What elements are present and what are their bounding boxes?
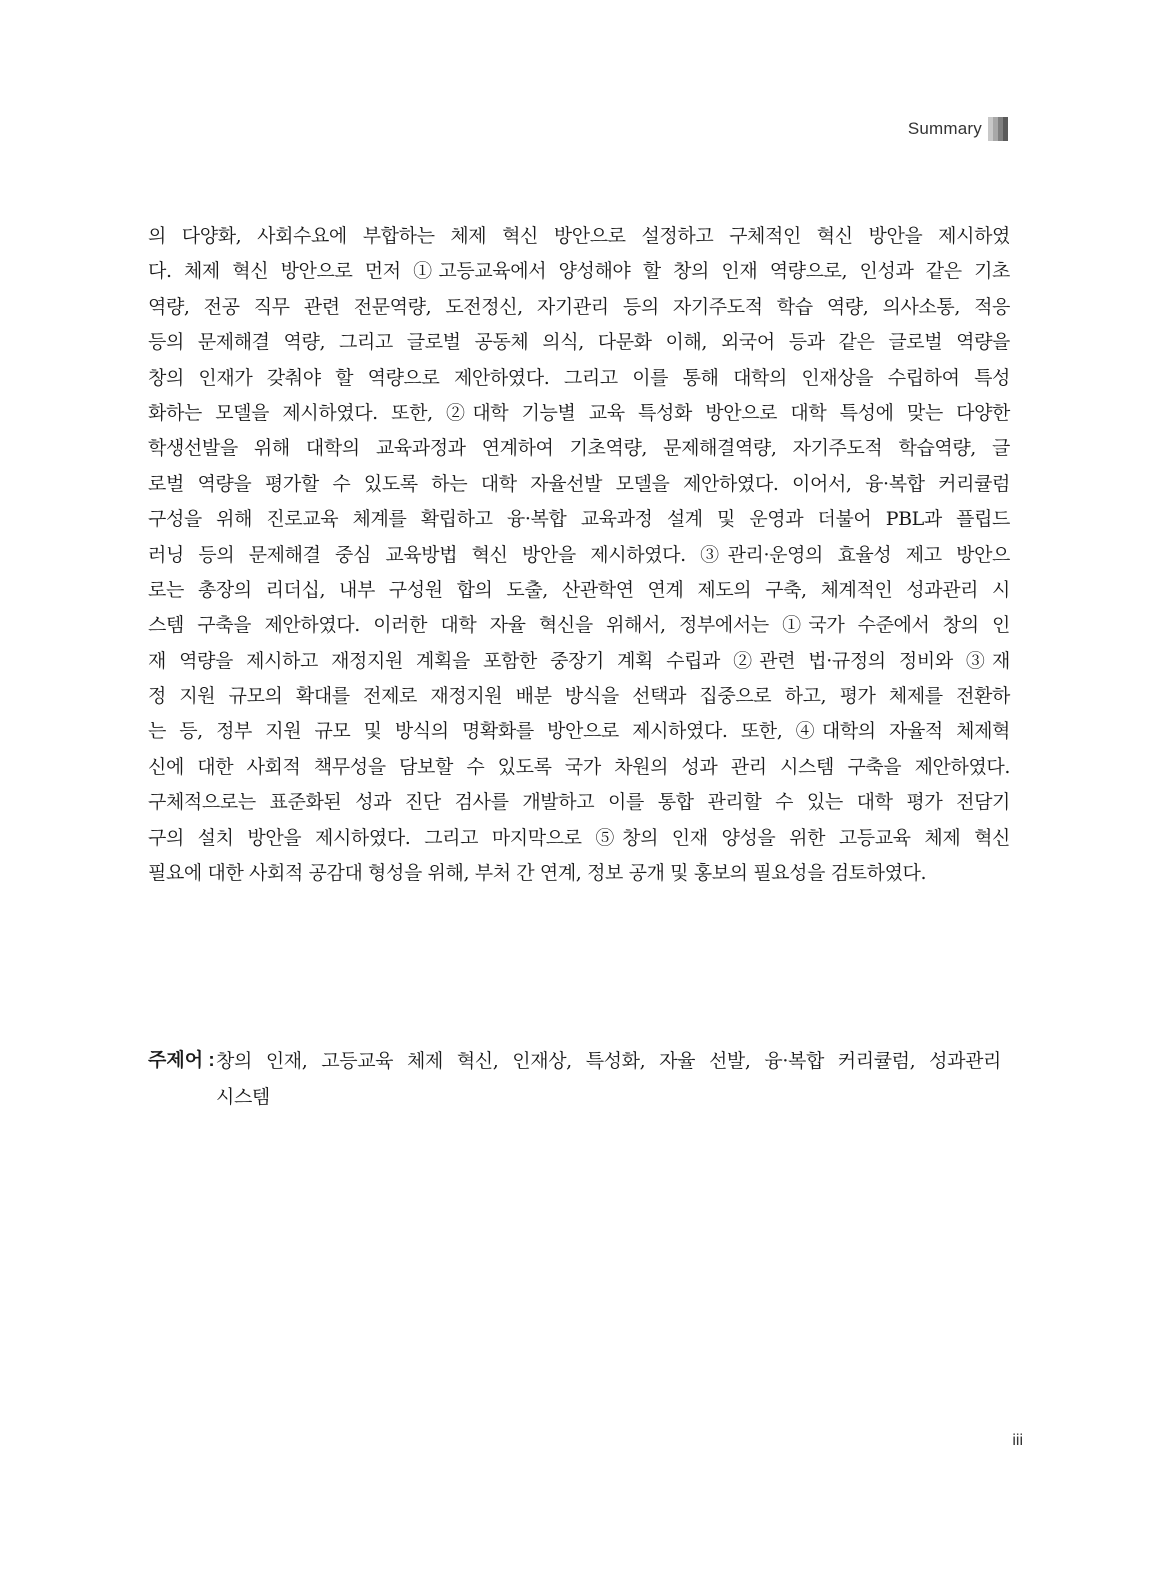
body-line: 로벌 역량을 평가할 수 있도록 하는 대학 자율선발 모델을 제안하였다. 이어서, 융·복합 커리큘럼 bbox=[148, 472, 1010, 495]
body-line: 정 지원 규모의 확대를 전제로 재정지원 배분 방식을 선택과 집중으로 하고, 평가 체제를 전환하 bbox=[148, 685, 1010, 708]
keywords-section bbox=[148, 1043, 1018, 1115]
body-line: 구체적으로는 표준화된 성과 진단 검사를 개발하고 이를 통합 관리할 수 있는 대학 평가 전담기 bbox=[148, 791, 1010, 814]
keywords-list bbox=[216, 1043, 1018, 1115]
body-line: 구의 설치 방안을 제시하였다. 그리고 마지막으로 ⑤창의 인재 양성을 위한 고등교육 체제 혁신 bbox=[148, 826, 1010, 849]
header-gradient-bars-icon bbox=[988, 117, 1008, 141]
keywords-line: 시스템 bbox=[216, 1086, 270, 1108]
body-line: 창의 인재가 갖춰야 할 역량으로 제안하였다. 그리고 이를 통해 대학의 인재상을 수립하여 특성 bbox=[148, 366, 1010, 389]
body-line: 러닝 등의 문제해결 중심 교육방법 혁신 방안을 제시하였다. ③관리·운영의 효율성 제고 방안으 bbox=[148, 543, 1010, 566]
body-line: 의 다양화, 사회수요에 부합하는 체제 혁신 방안으로 설정하고 구체적인 혁신 방안을 제시하였 bbox=[148, 225, 1010, 247]
body-line: 다. 체제 혁신 방안으로 먼저 ①고등교육에서 양성해야 할 창의 인재 역량으로, 인성과 같은 기초 bbox=[148, 260, 1010, 283]
body-line: 는 등, 정부 지원 규모 및 방식의 명확화를 방안으로 제시하였다. 또한, ④대학의 자율적 체제혁 bbox=[148, 720, 1010, 743]
section-label: Summary bbox=[907, 119, 982, 138]
body-line: 화하는 모델을 제시하였다. 또한, ②대학 기능별 교육 특성화 방안으로 대학 특성에 맞는 다양한 bbox=[148, 401, 1010, 424]
body-line: 스템 구축을 제안하였다. 이러한 대학 자율 혁신을 위해서, 정부에서는 ①국가 수준에서 창의 인 bbox=[148, 614, 1010, 637]
summary-body bbox=[148, 219, 1010, 891]
running-header bbox=[908, 117, 1008, 141]
body-line: 로는 총장의 리더십, 내부 구성원 합의 도출, 산관학연 연계 제도의 구축, 체계적인 성과관리 시 bbox=[148, 578, 1010, 601]
body-line: 등의 문제해결 역량, 그리고 글로벌 공동체 의식, 다문화 이해, 외국어 등과 같은 글로벌 역량을 bbox=[148, 331, 1010, 354]
keywords-line: 창의 인재, 고등교육 체제 혁신, 인재상, 특성화, 자율 선발, 융·복합 커리큘럼, 성과관리 bbox=[216, 1050, 1001, 1072]
body-line: 신에 대한 사회적 책무성을 담보할 수 있도록 국가 차원의 성과 관리 시스템 구축을 제안하였다. bbox=[148, 755, 1010, 778]
page-number: iii bbox=[1012, 1432, 1023, 1449]
body-line: 역량, 전공 직무 관련 전문역량, 도전정신, 자기관리 등의 자기주도적 학습 역량, 의사소통, 적응 bbox=[148, 295, 1010, 318]
body-line: 재 역량을 제시하고 재정지원 계획을 포함한 중장기 계획 수립과 ②관련 법·규정의 정비와 ③재 bbox=[148, 649, 1010, 672]
body-line: 필요에 대한 사회적 공감대 형성을 위해, 부처 간 연계, 정보 공개 및 홍보의 필요성을 검토하였다. bbox=[148, 862, 927, 885]
body-line: 구성을 위해 진로교육 체계를 확립하고 융·복합 교육과정 설계 및 운영과 더불어 PBL과 플립드 bbox=[148, 508, 1010, 531]
keywords-label: 주제어 : bbox=[148, 1050, 215, 1071]
body-line: 학생선발을 위해 대학의 교육과정과 연계하여 기초역량, 문제해결역량, 자기주도적 학습역량, 글 bbox=[148, 437, 1010, 460]
